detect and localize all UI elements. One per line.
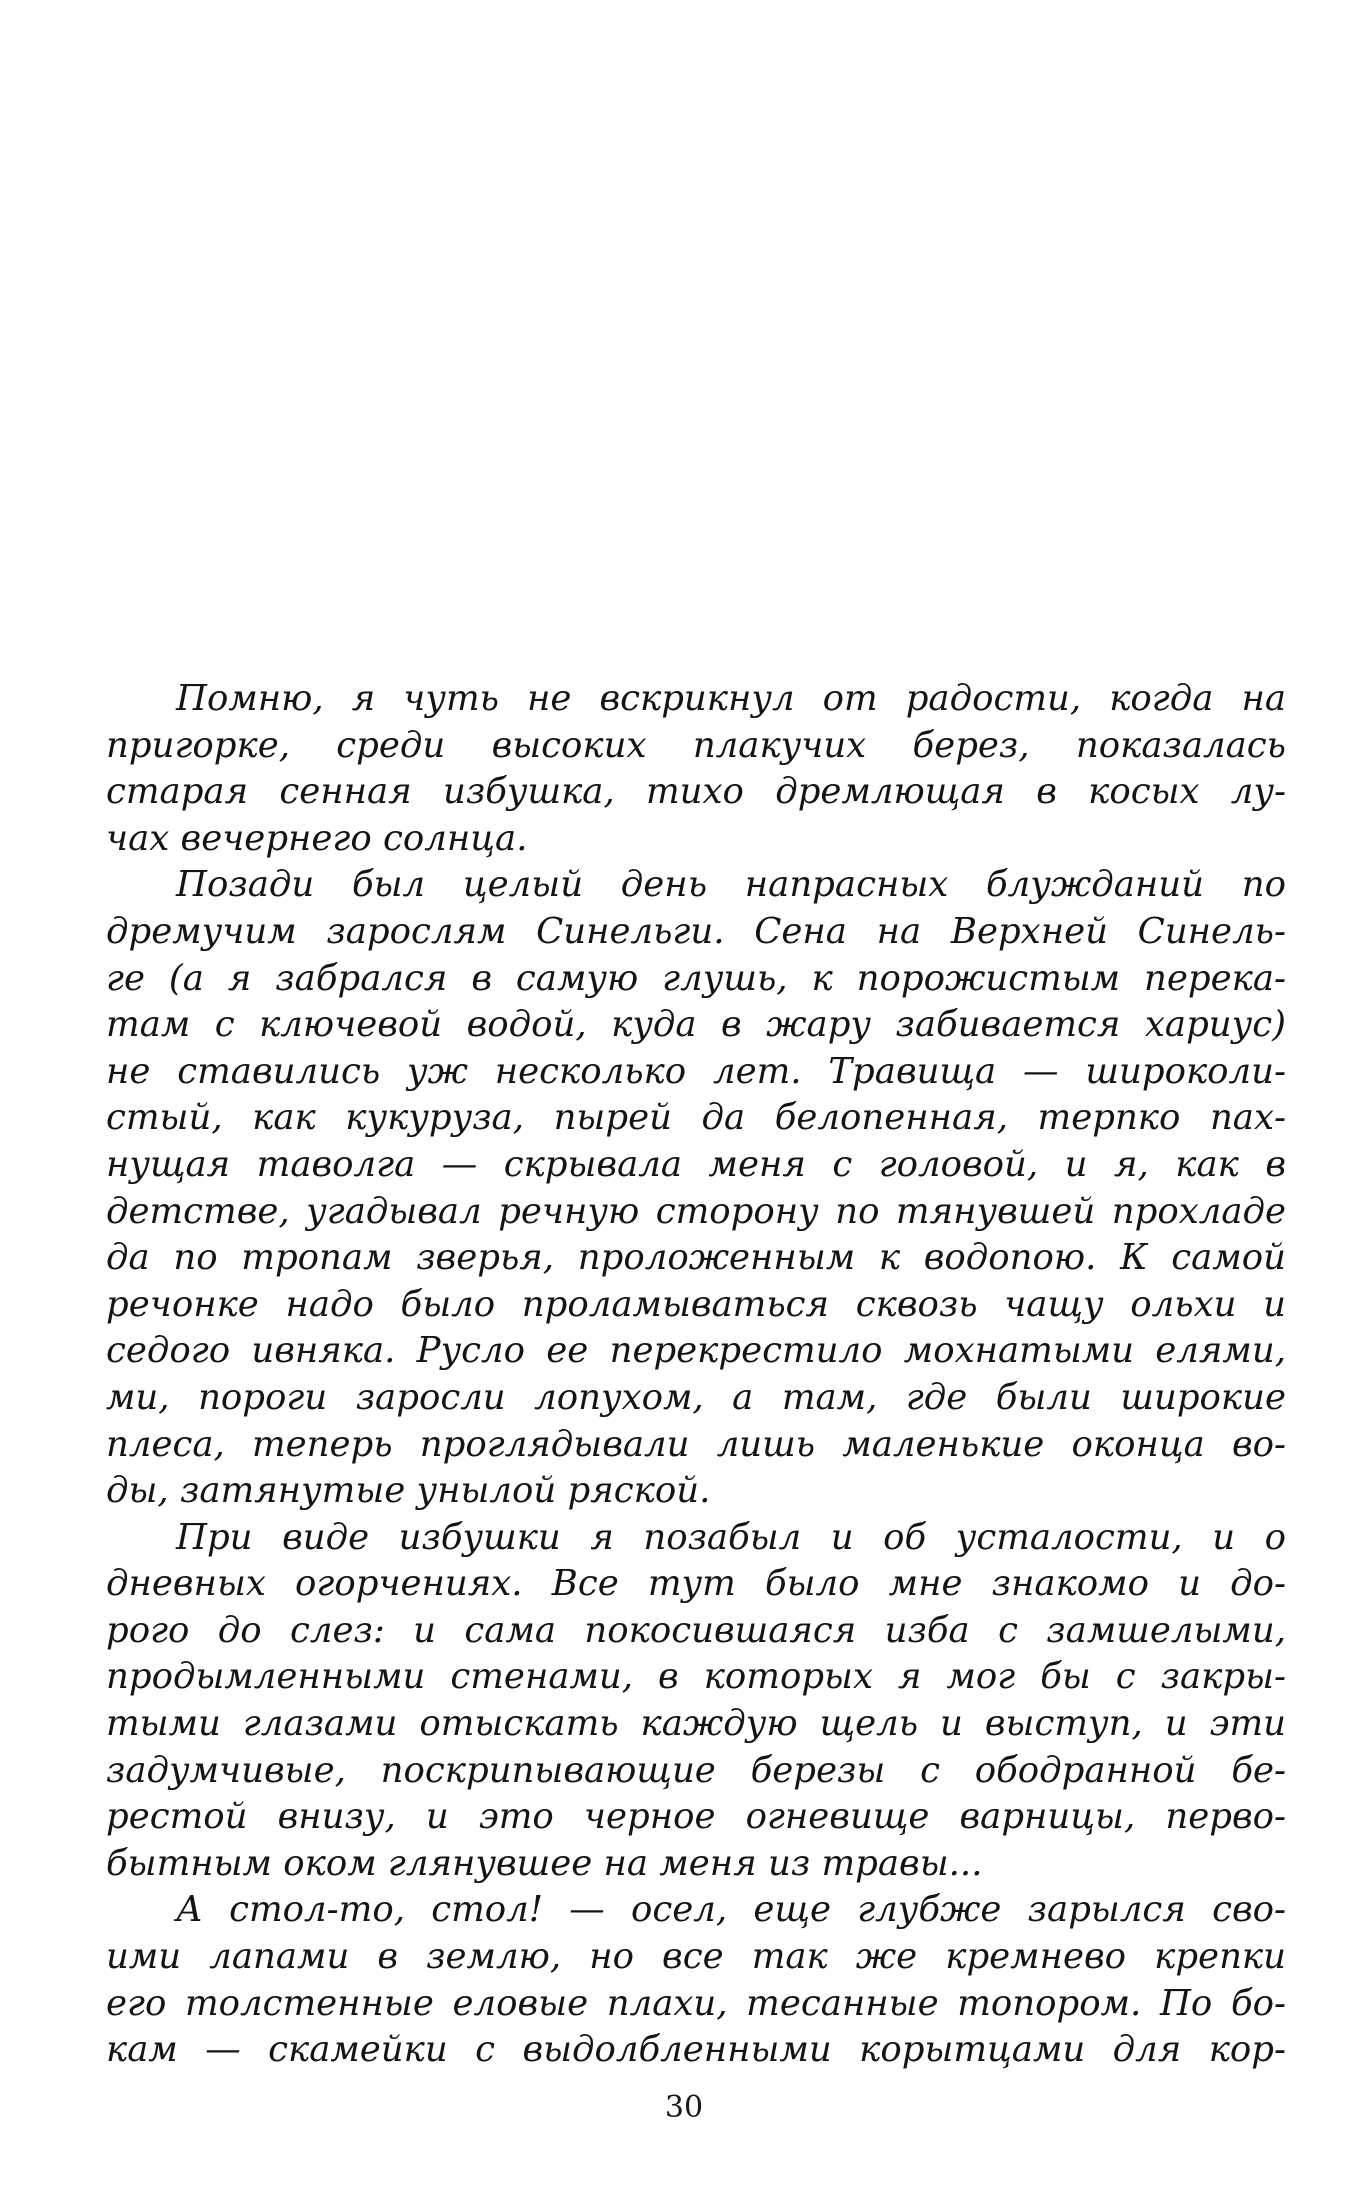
text-line: чах вечернего солнца.: [106, 817, 528, 859]
text-line: плеса, теперь проглядывали лишь маленькие оконца во-: [106, 1423, 1286, 1465]
text-line: да по тропам зверья, проложенным к водопою. К самой: [106, 1237, 1286, 1279]
text-line: При виде избушки я позабыл и об усталости, и о: [176, 1516, 1286, 1558]
text-line: седого ивняка. Русло ее перекрестило мохнатыми елями,: [106, 1330, 1286, 1372]
text-line: не ставились уж несколько лет. Травища — широколи-: [106, 1050, 1286, 1092]
text-line: стый, как кукуруза, пырей да белопенная, терпко пах-: [106, 1097, 1286, 1139]
text-line: ге (а я забрался в самую глушь, к порожистым перека-: [106, 957, 1286, 999]
text-line: нущая таволга — скрывала меня с головой, и я, как в: [106, 1143, 1286, 1185]
text-line: ды, затянутые унылой ряской.: [106, 1470, 711, 1512]
page-text: [106, 676, 1286, 2074]
text-line: дремучим зарослям Синельги. Сена на Верхней Синель-: [106, 910, 1286, 952]
text-line: ими лапами в землю, но все так же кремнево крепки: [106, 1936, 1286, 1978]
text-line: задумчивые, поскрипывающие березы с ободранной бе-: [106, 1749, 1286, 1791]
text-line: бытным оком глянувшее на меня из травы...: [106, 1842, 983, 1884]
text-line: кам — скамейки с выдолбленными корытцами для кор-: [106, 2029, 1286, 2071]
text-line: его толстенные еловые плахи, тесанные топором. По бо-: [106, 1982, 1286, 2024]
text-line: дневных огорчениях. Все тут было мне знакомо и до-: [106, 1563, 1286, 1605]
text-line: рого до слез: и сама покосившаяся изба с замшелыми,: [106, 1609, 1286, 1651]
text-line: детстве, угадывал речную сторону по тянувшей прохладе: [106, 1190, 1286, 1232]
text-line: речонке надо было проламываться сквозь чащу ольхи и: [106, 1283, 1286, 1325]
text-line: старая сенная избушка, тихо дремлющая в косых лу-: [106, 771, 1286, 813]
text-line: рестой внизу, и это черное огневище варницы, перво-: [106, 1796, 1286, 1838]
text-line: тыми глазами отыскать каждую щель и выступ, и эти: [106, 1703, 1286, 1745]
text-line: Помню, я чуть не вскрикнул от радости, когда на: [176, 678, 1286, 719]
text-line: там с ключевой водой, куда в жару забивается хариус): [106, 1004, 1286, 1046]
text-line: Позади был целый день напрасных блужданий по: [176, 864, 1286, 906]
text-line: продымленными стенами, в которых я мог бы с закры-: [106, 1656, 1286, 1698]
page-number: 30: [664, 2090, 704, 2125]
text-line: ми, пороги заросли лопухом, а там, где были широкие: [106, 1376, 1286, 1418]
text-line: пригорке, среди высоких плакучих берез, показалась: [106, 724, 1286, 766]
text-line: А стол-то, стол! — осел, еще глубже зарылся сво-: [176, 1889, 1286, 1931]
